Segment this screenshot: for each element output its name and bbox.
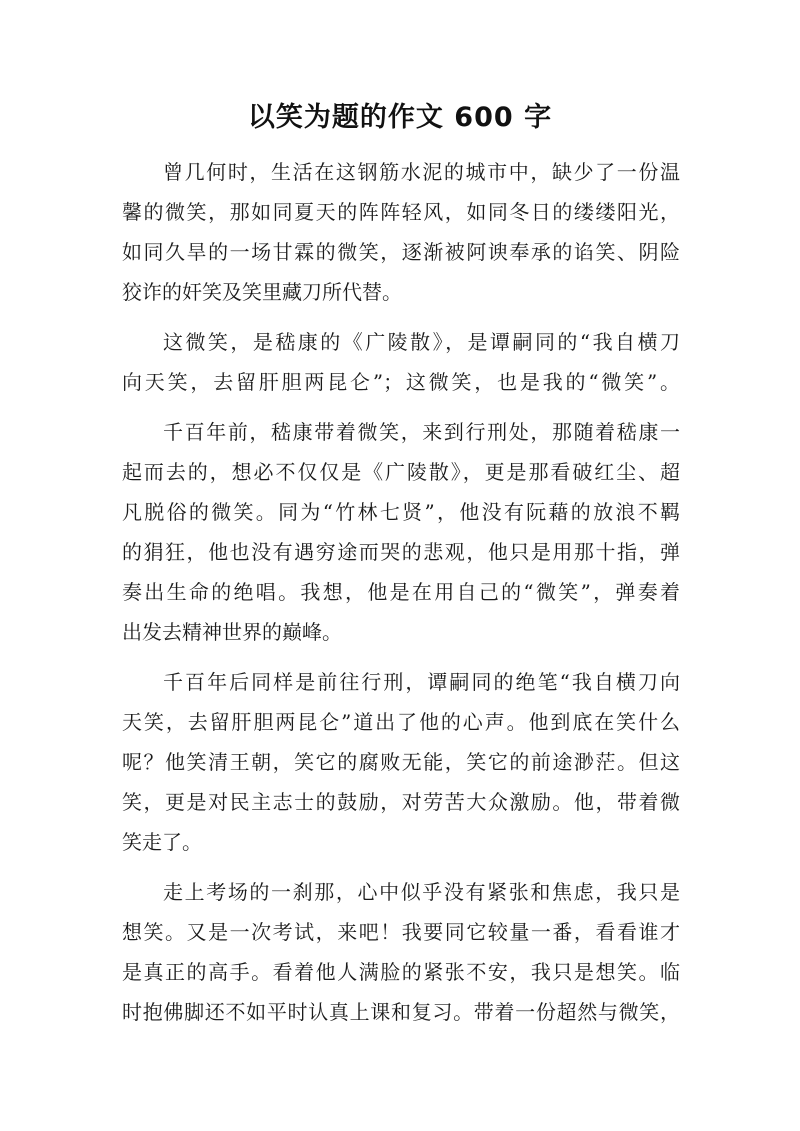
text-line: 向天笑，去留肝胆两昆仑”；这微笑，也是我的“微笑”。: [122, 370, 680, 394]
paragraph-1: [122, 152, 680, 312]
text-line: 千百年后同样是前往行刑，谭嗣同的绝笔“我自横刀向: [163, 670, 680, 694]
document-title: 以笑为题的作文 600 字: [247, 102, 553, 133]
text-line: 馨的微笑，那如同夏天的阵阵轻风，如同冬日的缕缕阳光，: [122, 200, 680, 224]
text-line: 天笑，去留肝胆两昆仑”道出了他的心声。他到底在笑什么: [122, 710, 680, 734]
text-line: 起而去的，想必不仅仅是《广陵散》，更是那看破红尘、超: [122, 460, 680, 484]
text-line: 曾几何时，生活在这钢筋水泥的城市中，缺少了一份温: [163, 160, 680, 184]
text-line: 这微笑，是嵇康的《广陵散》，是谭嗣同的“我自横刀: [163, 330, 680, 354]
text-line: 如同久旱的一场甘霖的微笑，逐渐被阿谀奉承的谄笑、阴险: [122, 240, 680, 264]
text-line: 时抱佛脚还不如平时认真上课和复习。带着一份超然与微笑，: [122, 1000, 680, 1024]
text-line: 千百年前，嵇康带着微笑，来到行刑处，那随着嵇康一: [163, 420, 680, 444]
essay-body: [122, 152, 680, 1042]
text-line: 呢？他笑清王朝，笑它的腐败无能，笑它的前途渺茫。但这: [122, 750, 680, 774]
paragraph-5: [122, 872, 680, 1032]
text-line: 是真正的高手。看着他人满脸的紧张不安，我只是想笑。临: [122, 960, 680, 984]
text-line: 狡诈的奸笑及笑里藏刀所代替。: [122, 280, 402, 304]
paragraph-2: [122, 322, 680, 402]
text-line: 奏出生命的绝唱。我想，他是在用自己的“微笑”，弹奏着: [122, 580, 680, 604]
text-line: 走上考场的一刹那，心中似乎没有紧张和焦虑，我只是: [163, 880, 680, 904]
text-line: 出发去精神世界的巅峰。: [122, 620, 342, 644]
paragraph-3: [122, 412, 680, 652]
text-line: 想笑。又是一次考试，来吧！我要同它较量一番，看看谁才: [122, 920, 680, 944]
text-line: 笑走了。: [122, 830, 202, 854]
text-line: 笑，更是对民主志士的鼓励，对劳苦大众激励。他，带着微: [122, 790, 680, 814]
paragraph-4: [122, 662, 680, 862]
text-line: 凡脱俗的微笑。同为“竹林七贤”，他没有阮藉的放浪不羁: [122, 500, 680, 524]
text-line: 的狷狂，他也没有遇穷途而哭的悲观，他只是用那十指，弹: [122, 540, 680, 564]
